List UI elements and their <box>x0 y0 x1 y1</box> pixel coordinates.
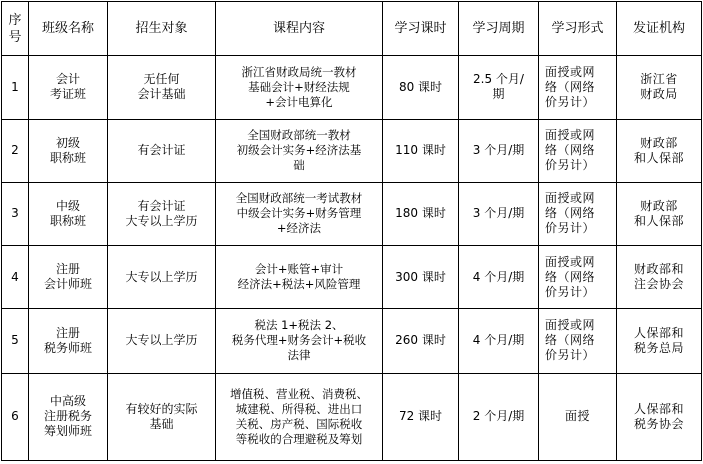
cell-content: 增值税、营业税、消费税、 城建税、所得税、进出口 关税、房产税、国际税收 等税收的合理避税及筹划 <box>216 373 383 460</box>
cell-target: 有会计证 大专以上学历 <box>108 182 216 245</box>
cell-no: 1 <box>2 56 29 119</box>
cell-form: 面授或网 络（网络 价另计） <box>539 56 617 119</box>
header-row <box>2 2 702 56</box>
table-row <box>2 373 702 460</box>
cell-period: 2 个月/期 <box>459 373 539 460</box>
cell-cert: 人保部和 税务协会 <box>617 373 702 460</box>
header-no: 序 号 <box>2 2 29 56</box>
cell-cert: 财政部 和人保部 <box>617 119 702 182</box>
cell-form: 面授或网 络（网络 价另计） <box>539 182 617 245</box>
cell-cert: 财政部和 注会协会 <box>617 246 702 309</box>
cell-hours: 110 课时 <box>383 119 459 182</box>
cell-target: 无任何 会计基础 <box>108 56 216 119</box>
cell-period: 4 个月/期 <box>459 246 539 309</box>
table-row <box>2 309 702 373</box>
cell-target: 有会计证 <box>108 119 216 182</box>
cell-content: 全国财政部统一考试教材 中级会计实务+财务管理 +经济法 <box>216 182 383 245</box>
cell-class: 中级 职称班 <box>29 182 108 245</box>
header-cert: 发证机构 <box>617 2 702 56</box>
cell-period: 4 个月/期 <box>459 309 539 373</box>
header-class: 班级名称 <box>29 2 108 56</box>
header-form: 学习形式 <box>539 2 617 56</box>
table-row <box>2 119 702 182</box>
cell-form: 面授 <box>539 373 617 460</box>
course-table <box>1 1 702 461</box>
header-target: 招生对象 <box>108 2 216 56</box>
header-hours: 学习课时 <box>383 2 459 56</box>
cell-form: 面授或网 络（网络 价另计） <box>539 119 617 182</box>
cell-content: 税法 1+税法 2、 税务代理+财务会计+税收 法律 <box>216 309 383 373</box>
cell-content: 浙江省财政局统一教材 基础会计+财经法规 +会计电算化 <box>216 56 383 119</box>
cell-class: 注册 税务师班 <box>29 309 108 373</box>
cell-hours: 300 课时 <box>383 246 459 309</box>
table-row <box>2 246 702 309</box>
table-row <box>2 56 702 119</box>
header-content: 课程内容 <box>216 2 383 56</box>
cell-class: 会计 考证班 <box>29 56 108 119</box>
cell-no: 6 <box>2 373 29 460</box>
cell-period: 3 个月/期 <box>459 119 539 182</box>
cell-form: 面授或网 络（网络 价另计） <box>539 309 617 373</box>
cell-period: 3 个月/期 <box>459 182 539 245</box>
table-row <box>2 182 702 245</box>
cell-hours: 80 课时 <box>383 56 459 119</box>
cell-target: 大专以上学历 <box>108 246 216 309</box>
cell-class: 中高级 注册税务 筹划师班 <box>29 373 108 460</box>
cell-hours: 72 课时 <box>383 373 459 460</box>
cell-cert: 人保部和 税务总局 <box>617 309 702 373</box>
cell-no: 4 <box>2 246 29 309</box>
cell-content: 会计+账管+审计 经济法+税法+风险管理 <box>216 246 383 309</box>
cell-class: 注册 会计师班 <box>29 246 108 309</box>
cell-form: 面授或网 络（网络 价另计） <box>539 246 617 309</box>
cell-target: 大专以上学历 <box>108 309 216 373</box>
cell-no: 3 <box>2 182 29 245</box>
cell-cert: 浙江省 财政局 <box>617 56 702 119</box>
cell-no: 5 <box>2 309 29 373</box>
cell-target: 有较好的实际 基础 <box>108 373 216 460</box>
cell-content: 全国财政部统一教材 初级会计实务+经济法基 础 <box>216 119 383 182</box>
cell-hours: 260 课时 <box>383 309 459 373</box>
cell-hours: 180 课时 <box>383 182 459 245</box>
cell-no: 2 <box>2 119 29 182</box>
cell-cert: 财政部 和人保部 <box>617 182 702 245</box>
header-period: 学习周期 <box>459 2 539 56</box>
cell-period: 2.5 个月/ 期 <box>459 56 539 119</box>
cell-class: 初级 职称班 <box>29 119 108 182</box>
